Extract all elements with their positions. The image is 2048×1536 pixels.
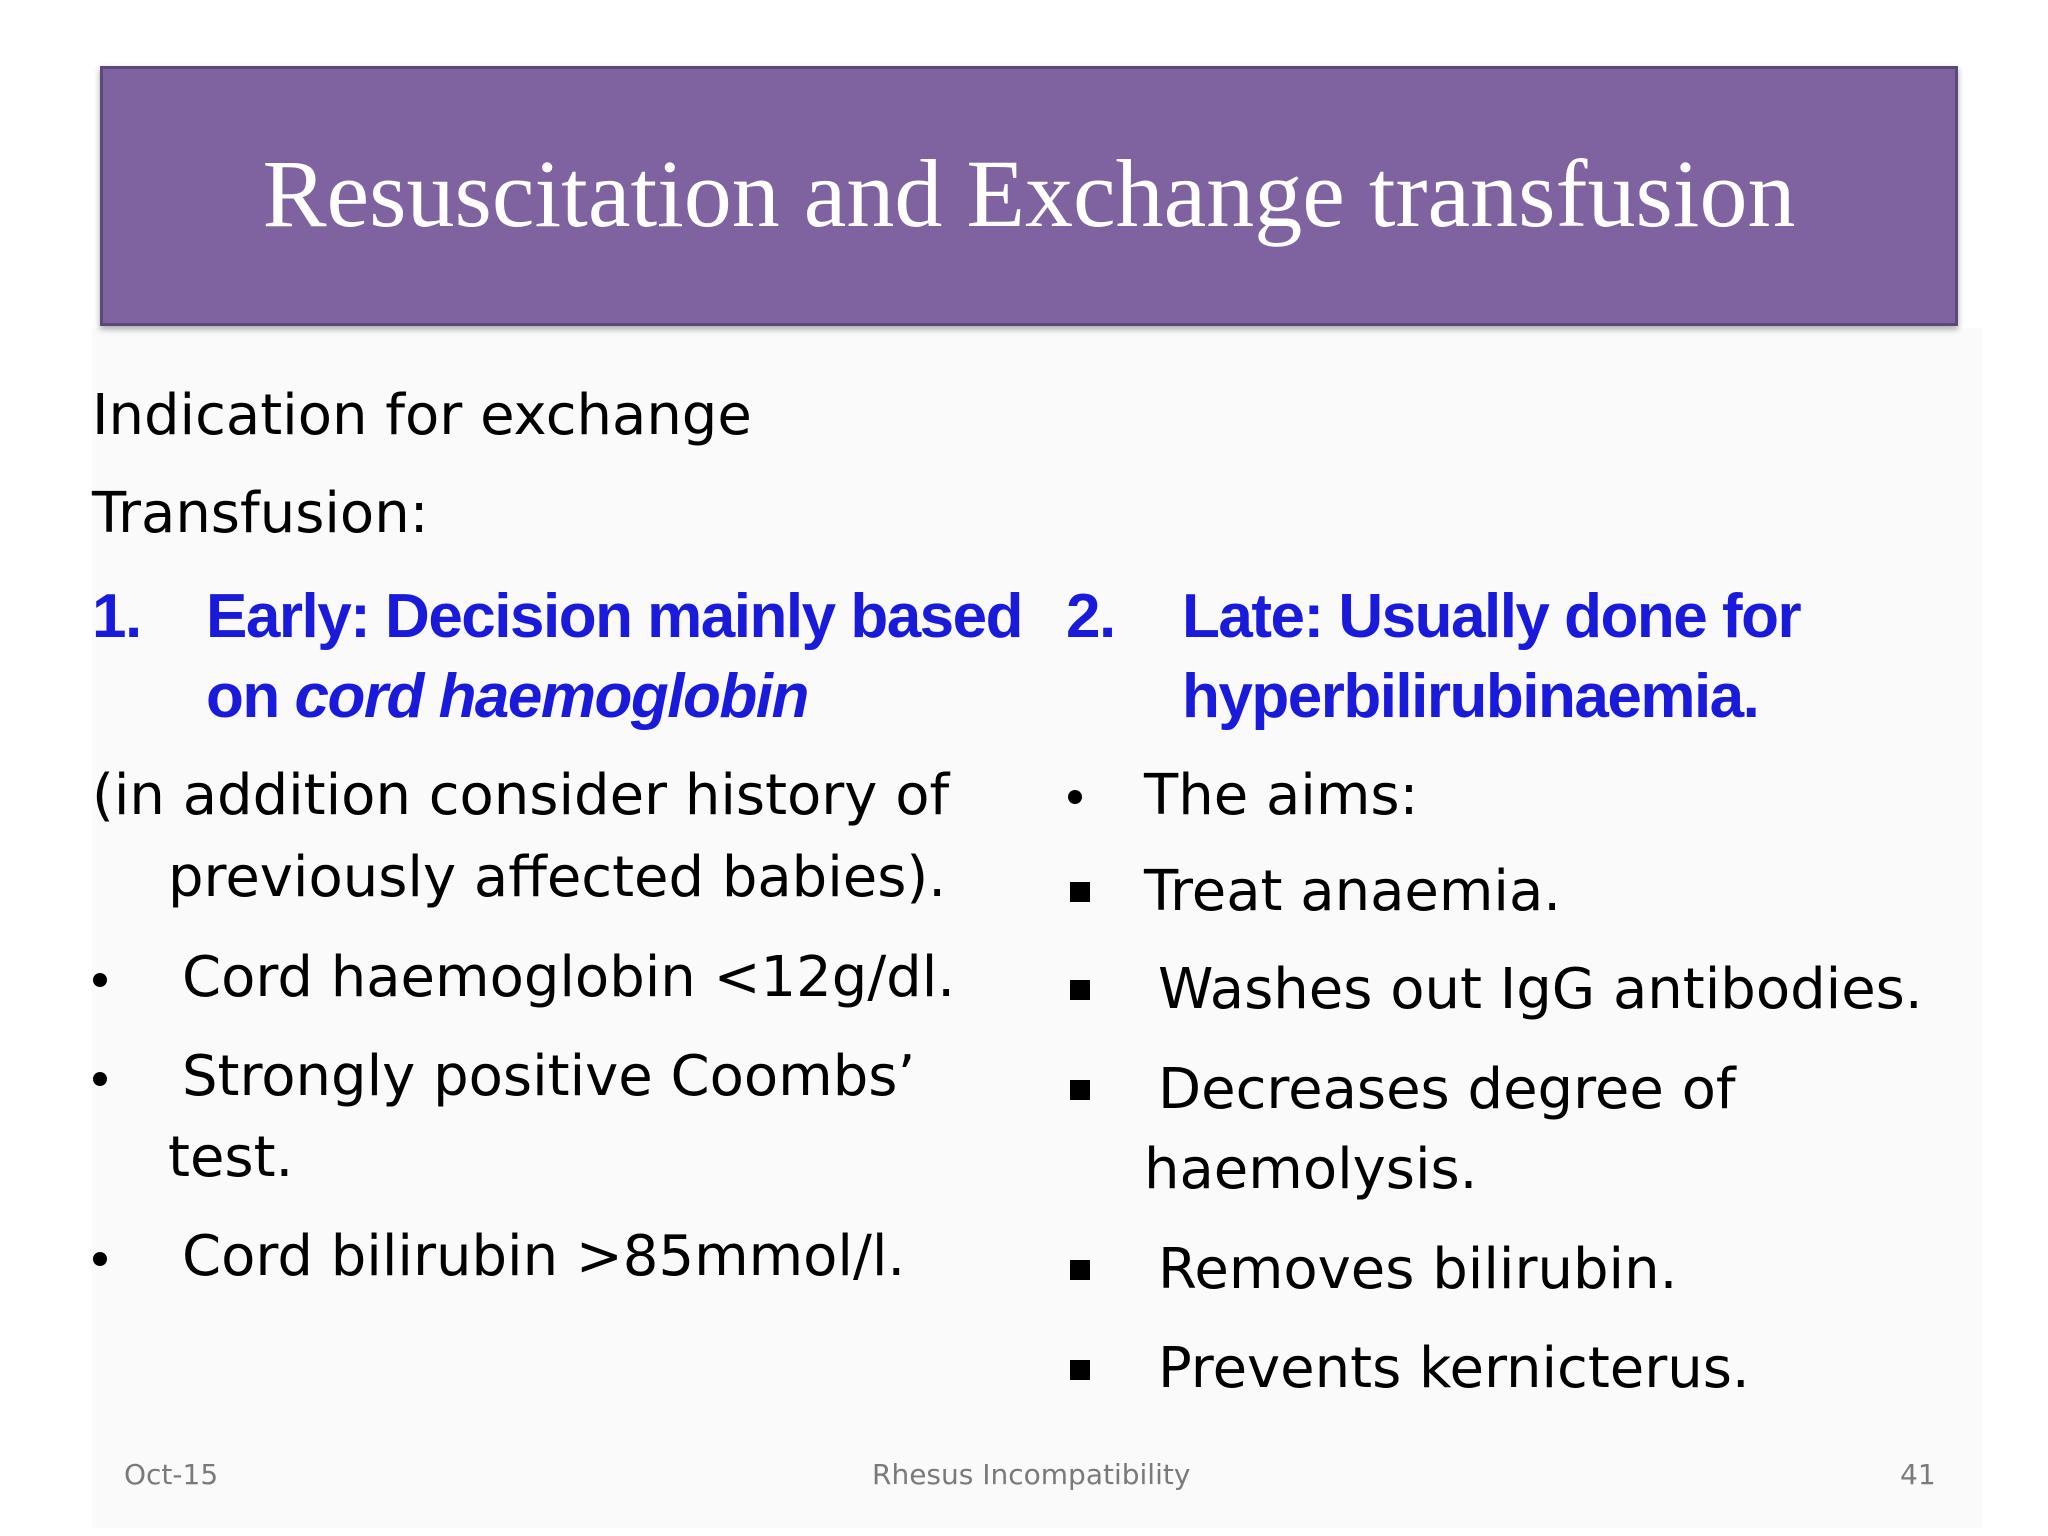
intro-line-2: Transfusion: <box>92 481 429 546</box>
bullet-dot-icon <box>93 973 107 987</box>
right-item-2: Washes out IgG antibodies. <box>1158 957 1923 1022</box>
bullet-dot-icon <box>93 1252 107 1266</box>
square-bullet-icon <box>1070 980 1090 1000</box>
right-item-4: Removes bilirubin. <box>1158 1237 1678 1302</box>
footer-page-number: 41 <box>1900 1458 1936 1491</box>
title-banner <box>100 66 1958 326</box>
left-note-line-1: (in addition consider history of <box>92 763 950 828</box>
right-item-5: Prevents kernicterus. <box>1158 1336 1750 1401</box>
slide-title: Resuscitation and Exchange transfusion <box>262 139 1796 247</box>
left-bullet-3: Cord bilirubin >85mmol/l. <box>182 1224 906 1289</box>
intro-line-1: Indication for exchange <box>92 383 752 448</box>
square-bullet-icon <box>1070 1360 1090 1380</box>
bullet-dot-icon <box>93 1072 107 1086</box>
square-bullet-icon <box>1070 1260 1090 1280</box>
right-item-3-line-1: Decreases degree of <box>1158 1057 1736 1122</box>
left-heading-italic: cord haemoglobin <box>294 662 808 731</box>
left-heading-line-2 <box>206 662 808 731</box>
left-heading-number: 1. <box>92 582 141 651</box>
right-heading-line-1: Late: Usually done for <box>1182 582 1801 651</box>
left-bullet-1: Cord haemoglobin <12g/dl. <box>182 945 956 1010</box>
right-heading-line-2: hyperbilirubinaemia. <box>1182 662 1759 731</box>
right-aims-label: The aims: <box>1144 763 1419 828</box>
right-item-1: Treat anaemia. <box>1144 859 1562 924</box>
bullet-dot-icon <box>1068 790 1082 804</box>
right-item-3-line-2: haemolysis. <box>1144 1137 1478 1202</box>
footer-topic: Rhesus Incompatibility <box>872 1458 1191 1491</box>
left-bullet-2-line-2: test. <box>168 1125 294 1190</box>
left-heading-prefix: on <box>206 662 295 731</box>
left-note-line-2: previously affected babies). <box>168 845 947 910</box>
square-bullet-icon <box>1070 1080 1090 1100</box>
footer-date: Oct-15 <box>124 1458 219 1491</box>
left-heading-line-1: Early: Decision mainly based <box>206 582 1023 651</box>
square-bullet-icon <box>1070 882 1090 902</box>
left-bullet-2-line-1: Strongly positive Coombs’ <box>182 1044 916 1109</box>
right-heading-number: 2. <box>1066 582 1115 651</box>
